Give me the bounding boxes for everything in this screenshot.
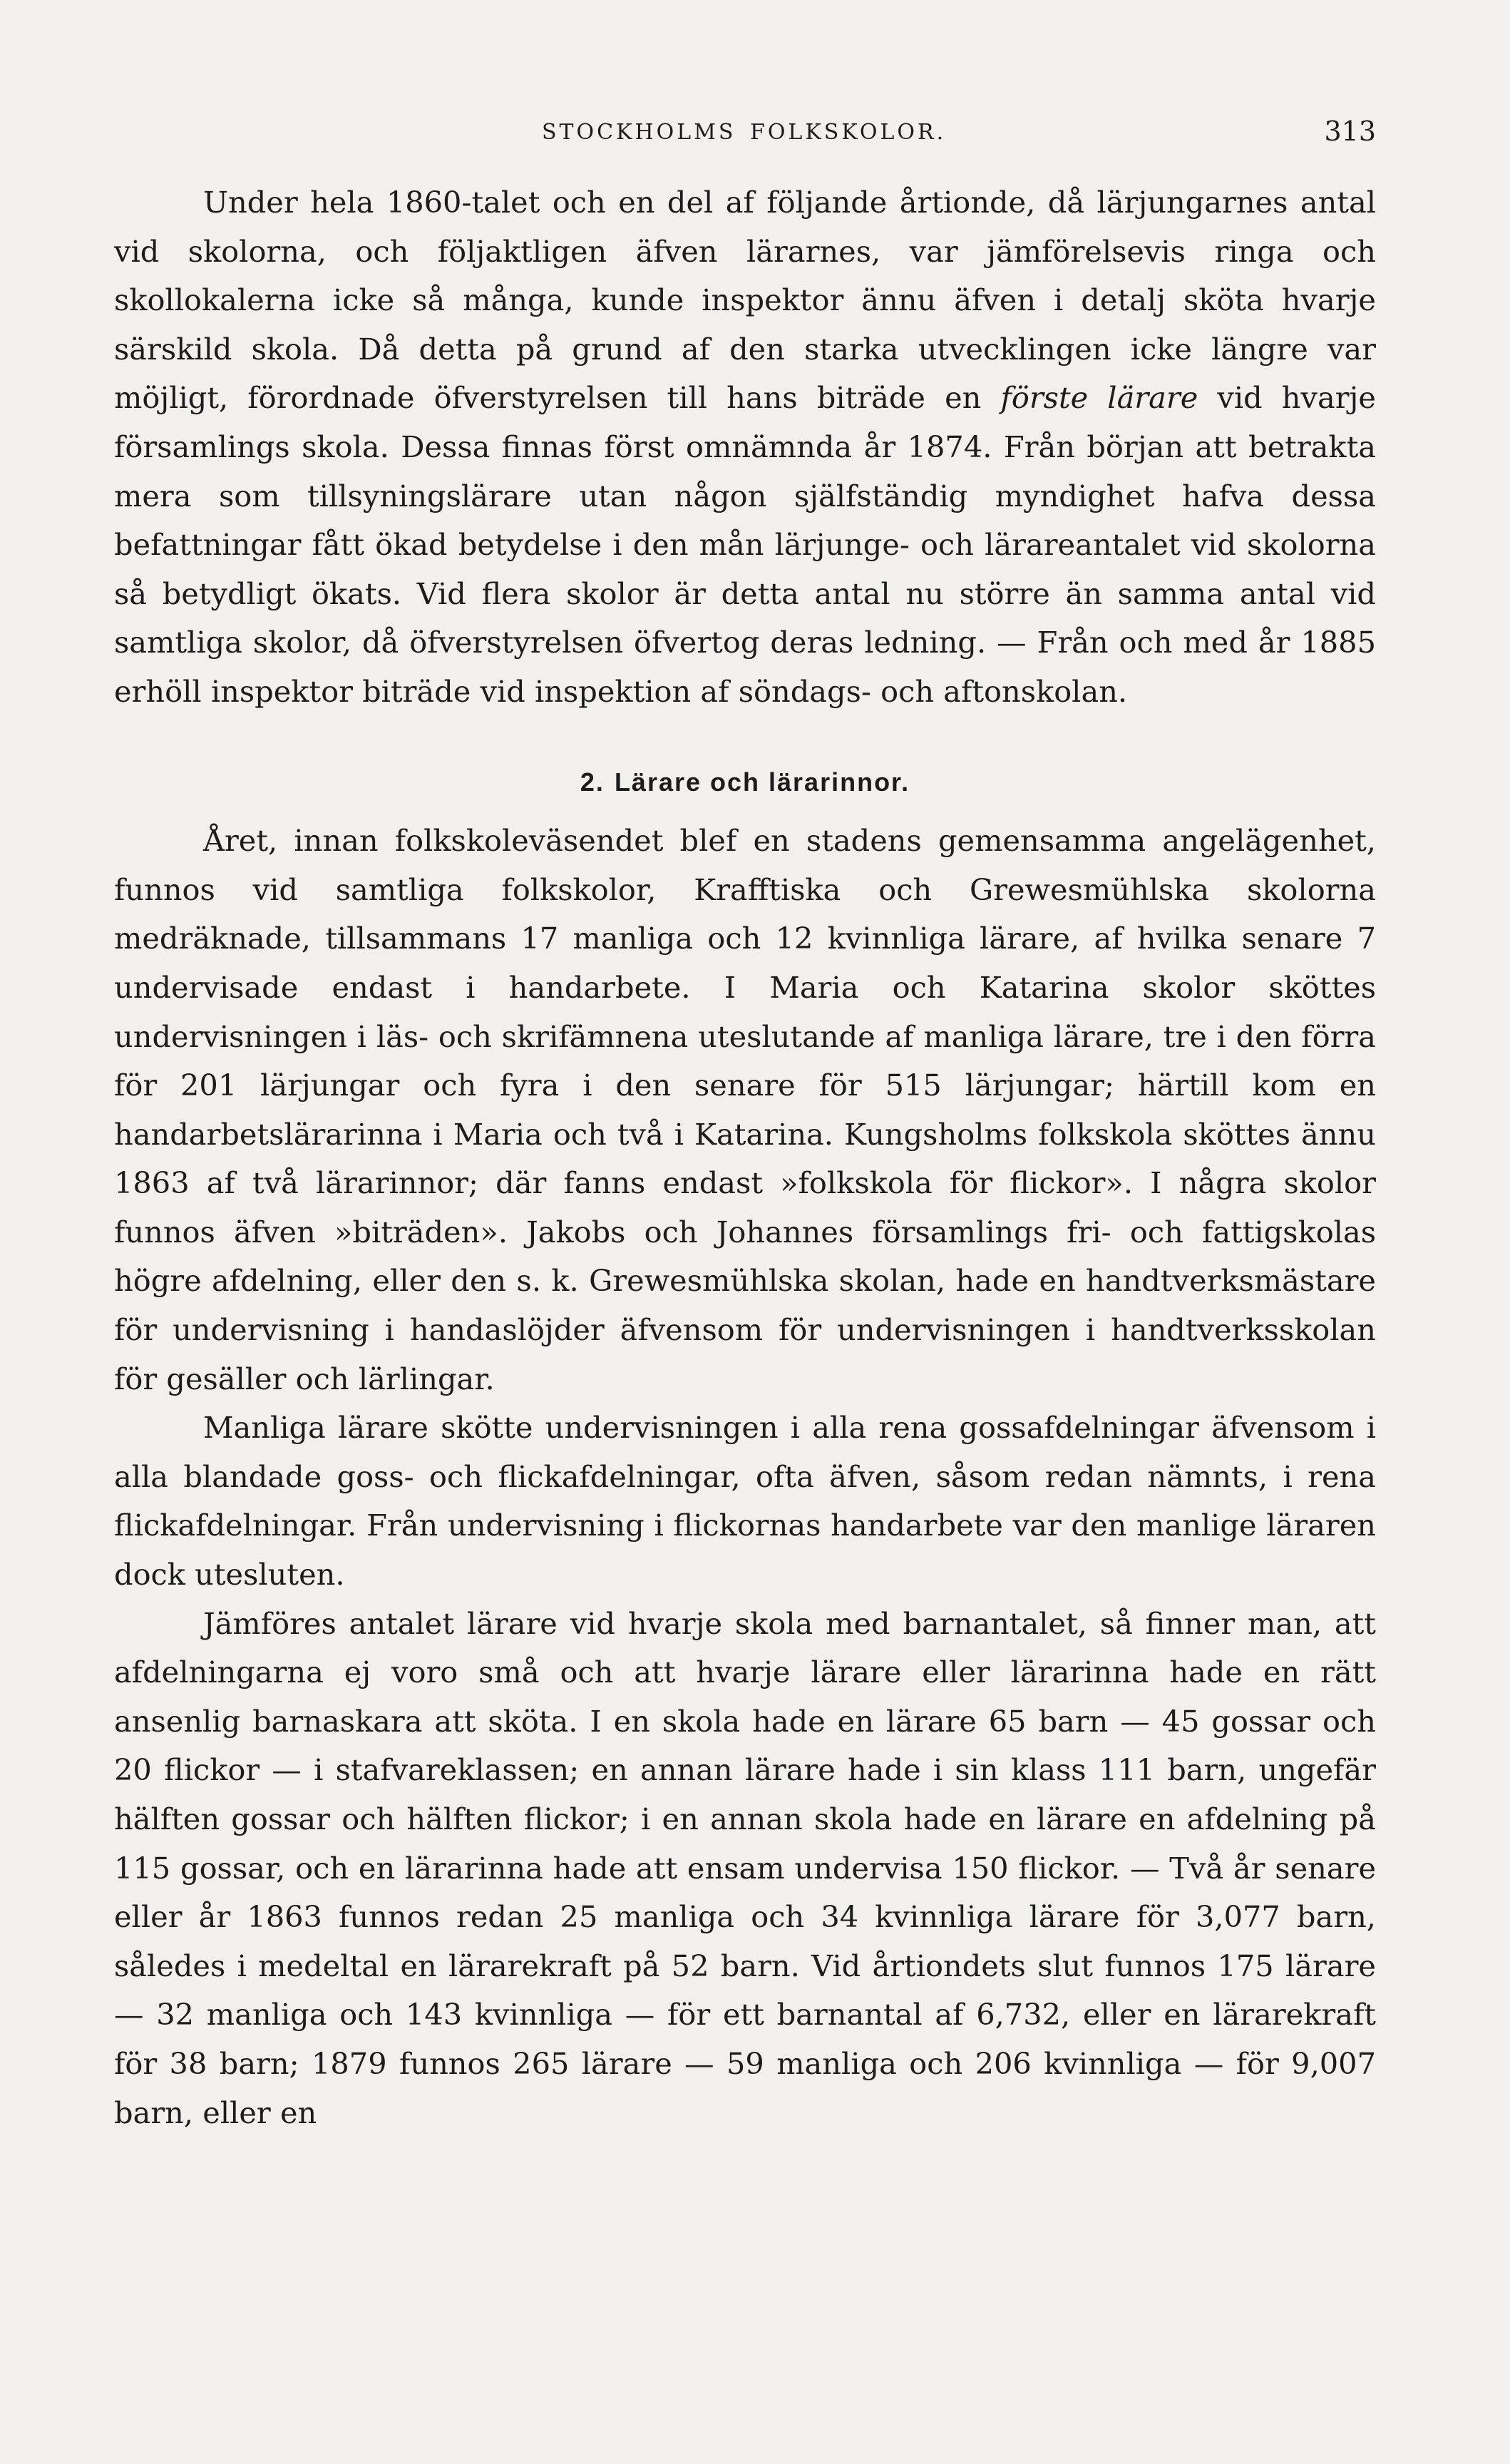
paragraph-text: vid hvarje församlings skola. Dessa finnas först omnämnda år 1874. Från början att betrakta mera som tillsyningslärare utan någon själfständig myndighet hafva dessa befattningar fått ökad betydelse i den mån lärjunge- och lärareantalet vid skolorna så betydligt ökats. Vid flera skolor är detta antal nu större än samma antal vid samtliga skolor, då öfverstyrelsen öfvertog deras ledning. — Från och med år 1885 erhöll inspektor biträde vid inspektion af söndags- och aftonskolan. — [114, 380, 1376, 709]
paragraph-text: Under hela 1860-talet och en del af följande årtionde, då lärjungarnes antal vid skolorna, och följaktligen äfven lärarnes, var jämförelsevis ringa och skollokalerna icke så många, kunde inspektor ännu äfven i detalj sköta hvarje särskild skola. Då detta på grund af den starka utvecklingen icke längre var möjligt, förordnade öfverstyrelsen till hans biträde en — [114, 185, 1376, 416]
paragraph: Jämföres antalet lärare vid hvarje skola med barnantalet, så finner man, att afdelningarna ej voro små och att hvarje lärare eller lärarinna hade en rätt ansenlig barnaskara att sköta. I en skola hade en lärare 65 barn — 45 gossar och 20 flickor — i stafvareklassen; en annan lärare hade i sin klass 111 barn, ungefär hälften gossar och hälften flickor; i en annan skola hade en lärare en afdelning på 115 gossar, och en lärarinna hade att ensam undervisa 150 flickor. — Två år senare eller år 1863 funnos redan 25 manliga och 34 kvinnliga lärare för 3,077 barn, således i medeltal en lärarekraft på 52 barn. Vid årtiondets slut funnos 175 lärare — 32 manliga och 143 kvinnliga — för ett barnantal af 6,732, eller en lärarekraft för 38 barn; 1879 funnos 265 lärare — 59 manliga och 206 kvinnliga — för 9,007 barn, eller en — [114, 1605, 1376, 2130]
section-heading — [114, 758, 1376, 807]
paragraph: Manliga lärare skötte undervisningen i alla rena gossafdelningar äfvensom i alla blandade goss- och flickafdelningar, ofta äfven, såsom redan nämnts, i rena flickafdelningar. Från undervisning i flickornas handarbete var den manlige läraren dock utesluten. — [114, 1410, 1376, 1593]
paragraph — [114, 178, 1376, 717]
running-head: STOCKHOLMS FOLKSKOLOR. — [542, 120, 947, 145]
page-number: 313 — [1324, 116, 1376, 147]
body-text — [114, 178, 1376, 2137]
emphasized-term: förste lärare — [1000, 380, 1198, 416]
paragraph: Året, innan folkskoleväsendet blef en stadens gemensamma angelägenhet, funnos vid samtliga folkskolor, Krafftiska och Grewesmühlska skolorna medräknade, tillsammans 17 manliga och 12 kvinnliga lärare, af hvilka senare 7 undervisade endast i handarbete. I Maria och Katarina skolor sköttes undervisningen i läs- och skrifämnena uteslutande af manliga lärare, tre i den förra för 201 lärjungar och fyra i den senare för 515 lärjungar; härtill kom en handarbetslärarinna i Maria och två i Katarina. Kungsholms folkskola sköttes ännu 1863 af två lärarinnor; där fanns endast »folkskola för flickor». I några skolor funnos äfven »biträden». Jakobs och Johannes församlings fri- och fattigskolas högre afdelning, eller den s. k. Grewesmühlska skolan, hade en handtverksmästare för undervisning i handaslöjder äfvensom för undervisningen i handtverksskolan för gesäller och lärlingar. — [114, 823, 1376, 1396]
section-title: Lärare och lärarinnor. — [614, 767, 910, 797]
section-number: 2. — [580, 767, 605, 797]
